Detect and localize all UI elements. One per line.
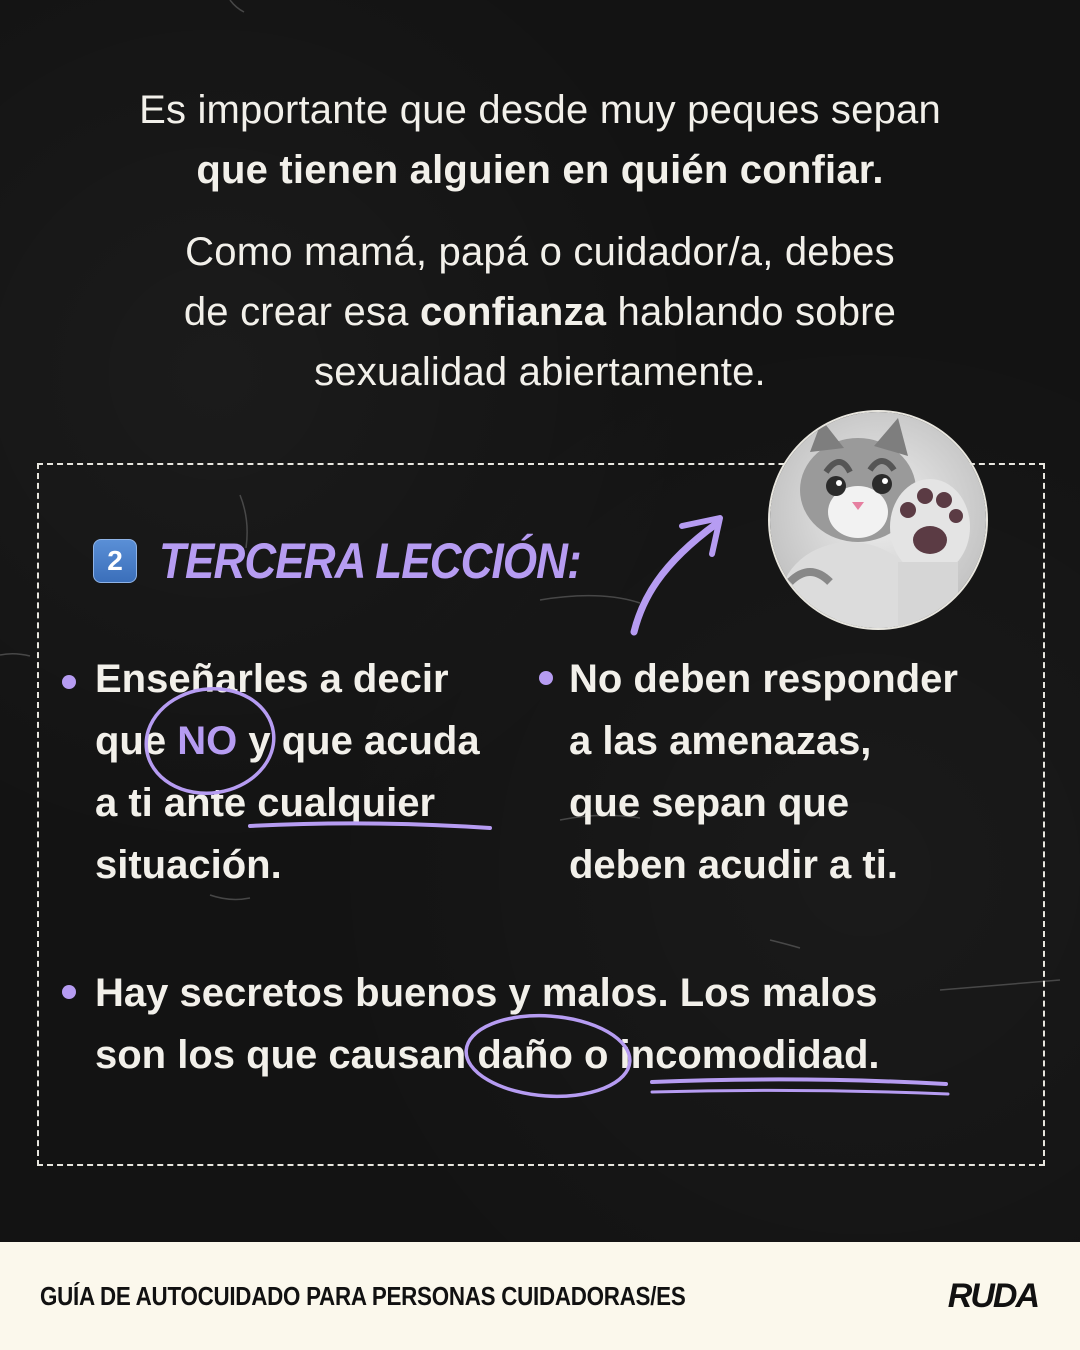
bullet-1-text-que: que <box>95 719 167 763</box>
lesson-title: TERCERA LECCIÓN: <box>159 533 581 589</box>
keycap-two-icon: 2 <box>93 539 137 583</box>
intro-paragraph-2 <box>60 222 1020 402</box>
intro-p2-text-b: de crear esa <box>183 290 409 334</box>
bullet-3-line-2: son los que causan daño o incomodidad. <box>95 1033 880 1077</box>
bullet-1-text-acuda: y que acuda <box>248 719 480 763</box>
intro-line-2-bold: que tienen alguien en quién confiar. <box>196 148 884 192</box>
lesson-header <box>93 533 638 589</box>
bullet-ensenarles <box>95 648 525 896</box>
intro-line-1: Es importante que desde muy peques sepan <box>139 88 941 132</box>
intro-p2-line-1: Como mamá, papá o cuidador/a, debes <box>185 230 895 274</box>
hand-drawn-arrow-icon <box>620 510 740 640</box>
bullet-3-line-1: Hay secretos buenos y malos. Los malos <box>95 971 878 1015</box>
intro-paragraph-1 <box>60 80 1020 200</box>
ruda-logo[interactable]: RUDA <box>947 1276 1038 1315</box>
bullet-dot <box>62 675 76 689</box>
bullet-1-line-4: situación. <box>95 843 282 887</box>
bullet-1-line-3: a ti ante cualquier <box>95 781 436 825</box>
footer-guide-title: GUÍA DE AUTOCUIDADO PARA PERSONAS CUIDADORAS/ES <box>40 1280 686 1311</box>
bullet-secretos <box>95 962 995 1086</box>
intro-p2-bold-confianza: confianza <box>419 290 607 334</box>
intro-p2-line-3: sexualidad abiertamente. <box>314 350 766 394</box>
bullet-2-line-4: deben acudir a ti. <box>569 843 898 887</box>
footer-bar <box>0 1242 1080 1350</box>
bullet-no-responder <box>569 648 1009 896</box>
bullet-2-line-2: a las amenazas, <box>569 719 872 763</box>
bullet-dot <box>62 985 76 999</box>
bullet-1-line-2 <box>95 710 525 772</box>
intro-p2-line-2 <box>60 282 1020 342</box>
bullet-2-line-3: que sepan que <box>569 781 850 825</box>
kitten-paw-photo <box>768 410 988 630</box>
intro-p2-text-c: hablando sobre <box>617 290 897 334</box>
bullet-1-line-1: Enseñarles a decir <box>95 657 449 701</box>
bullet-1-highlight-no: NO <box>177 719 238 763</box>
bullet-2-line-1: No deben responder <box>569 657 958 701</box>
bullet-dot <box>539 671 553 685</box>
